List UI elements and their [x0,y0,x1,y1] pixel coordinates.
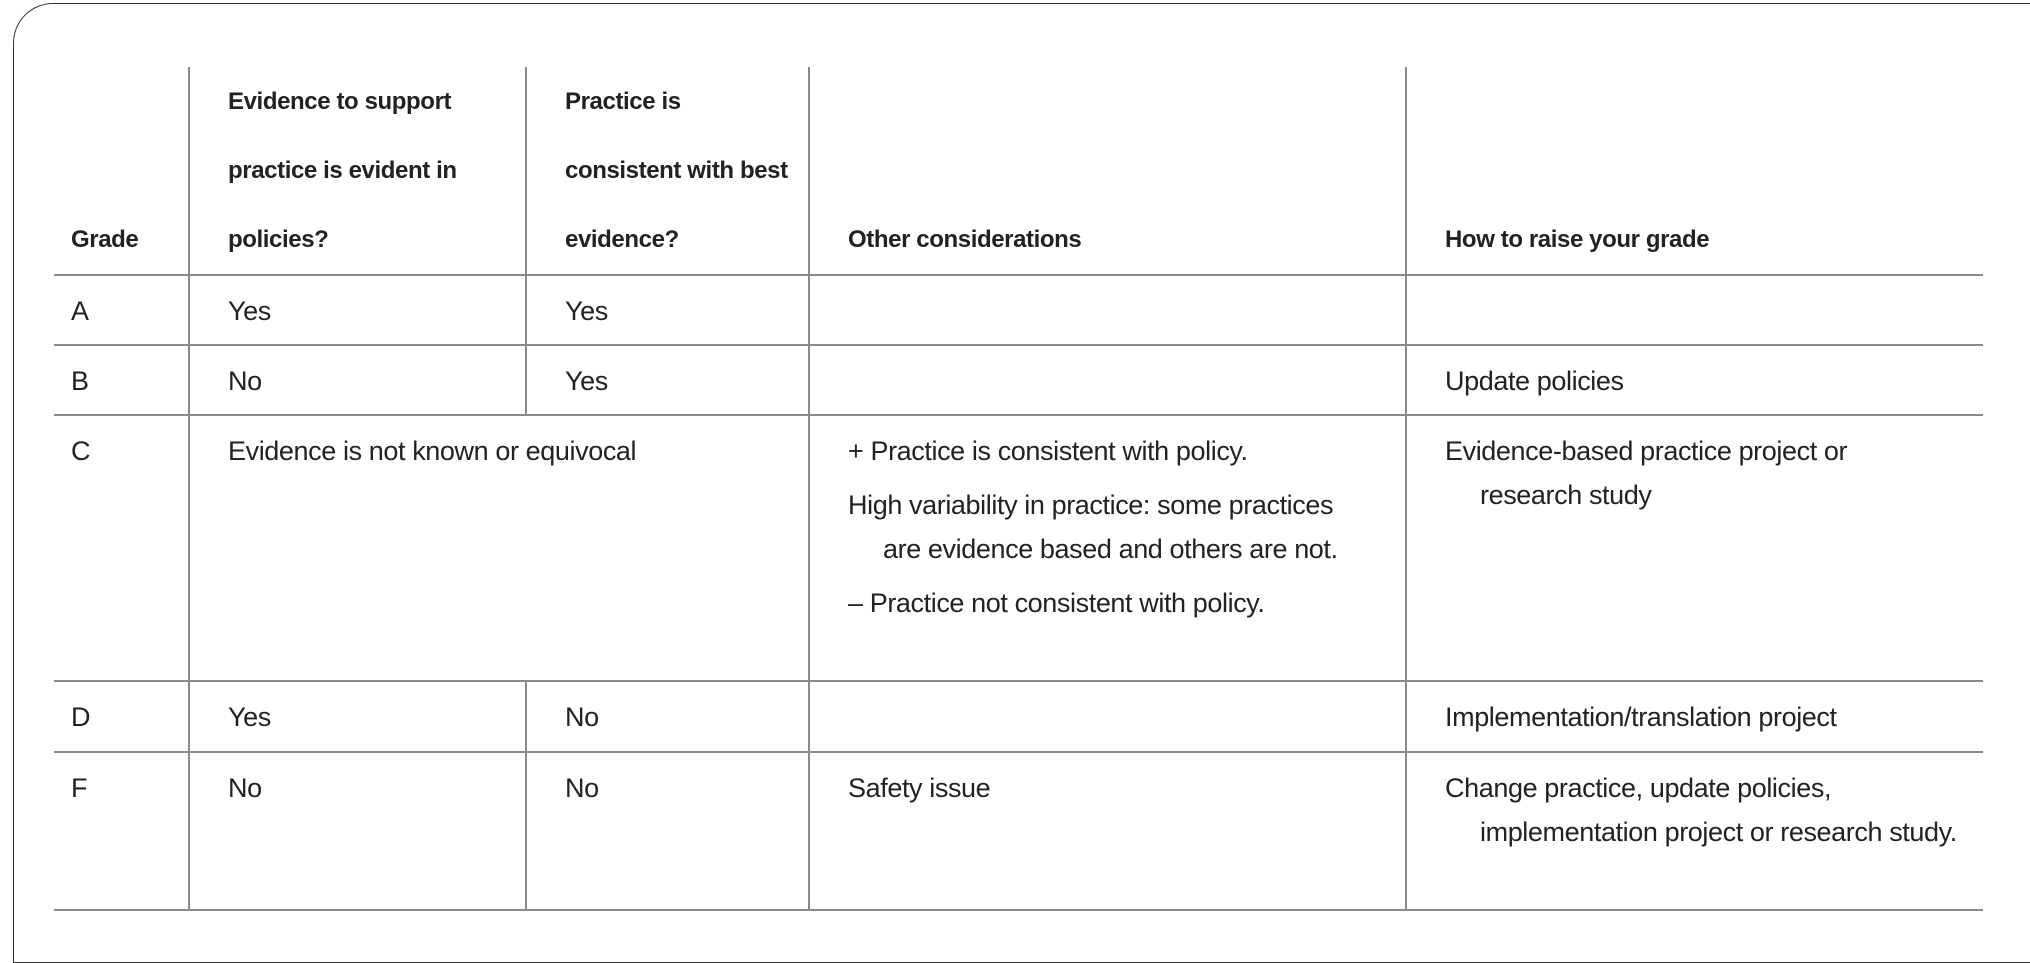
header-grade: Grade [54,67,189,275]
other-cell [809,345,1406,415]
grade-cell: F [54,752,189,910]
evidence-cell: Yes [189,681,526,752]
practice-cell: Yes [526,275,809,345]
other-note: + Practice is consistent with policy. [848,436,1248,466]
raise-cell: Update policies [1406,345,1983,415]
raise-cell [1406,415,1983,681]
header-evidence: Evidence to support practice is evident in policies? [189,67,526,275]
evidence-cell: No [189,752,526,910]
evidence-merged-cell: Evidence is not known or equivocal [189,415,809,681]
header-row [54,67,1983,275]
other-cell [809,681,1406,752]
table-row [54,681,1983,752]
table-row [54,275,1983,345]
raise-text: Change practice, update policies, implementation project or research study. [1445,773,1957,847]
raise-text: Evidence-based practice project or research study [1445,436,1848,510]
other-cell [809,275,1406,345]
other-note: High variability in practice: some practices are evidence based and others are not. [848,490,1338,564]
practice-cell: Yes [526,345,809,415]
header-other: Other considerations [809,67,1406,275]
evidence-cell: Yes [189,275,526,345]
practice-cell: No [526,681,809,752]
grade-cell: C [54,415,189,681]
other-cell [809,415,1406,681]
header-practice: Practice is consistent with best evidence? [526,67,809,275]
grade-cell: A [54,275,189,345]
table-row [54,415,1983,681]
evidence-cell: No [189,345,526,415]
other-cell: Safety issue [809,752,1406,910]
grading-table [54,67,1983,911]
practice-cell: No [526,752,809,910]
grade-cell: B [54,345,189,415]
other-note: – Practice not consistent with policy. [848,588,1265,618]
table-row [54,752,1983,910]
table-row [54,345,1983,415]
raise-cell [1406,752,1983,910]
header-raise: How to raise your grade [1406,67,1983,275]
raise-cell [1406,275,1983,345]
raise-cell: Implementation/translation project [1406,681,1983,752]
grade-cell: D [54,681,189,752]
